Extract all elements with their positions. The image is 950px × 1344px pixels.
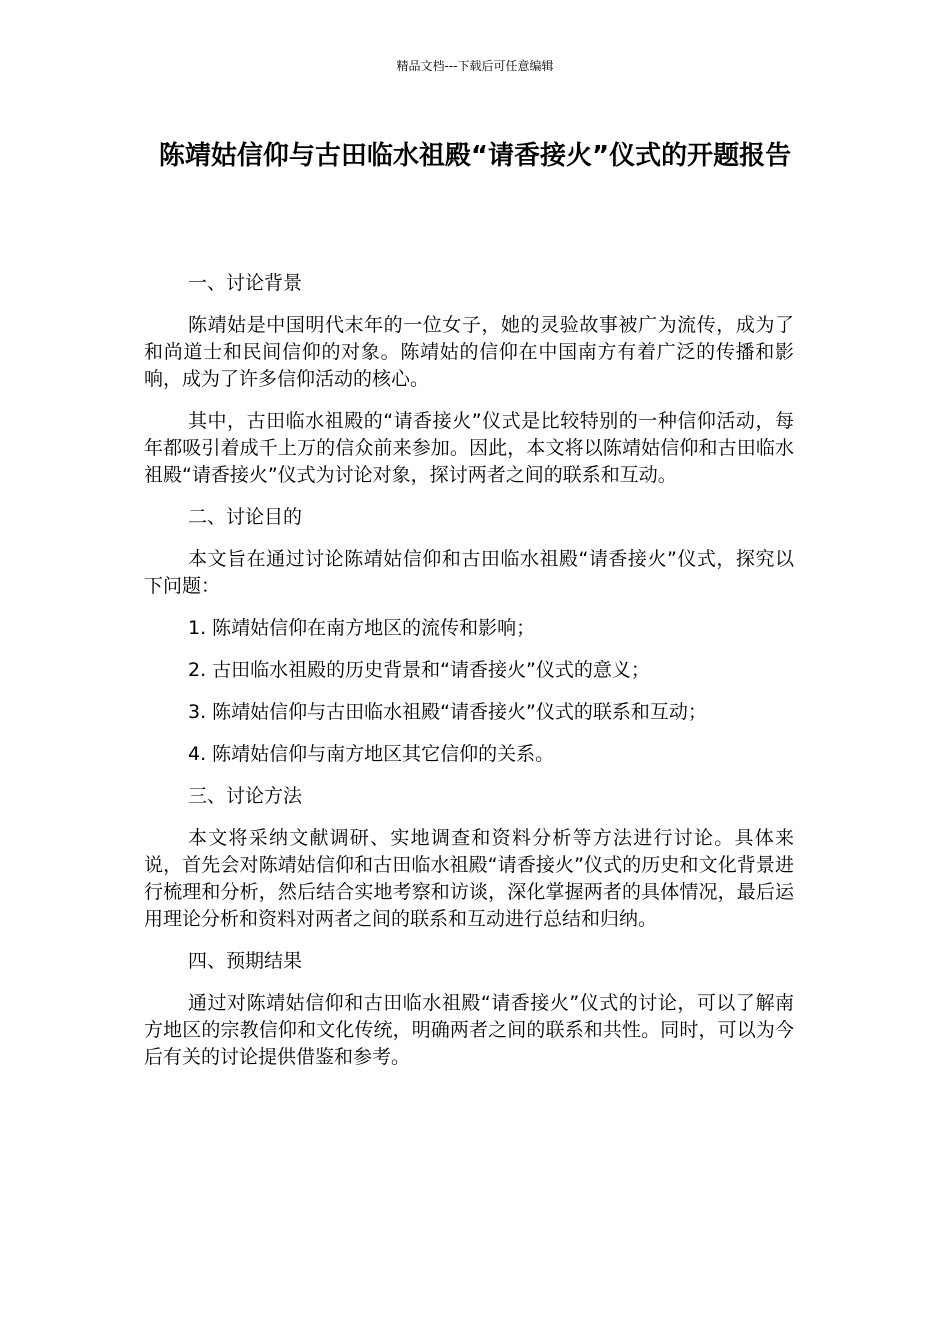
section-heading-background: 一、讨论背景 [188, 272, 303, 294]
section-heading-method: 三、讨论方法 [188, 785, 303, 807]
method-paragraph-1: 本文将采纳文献调研、实地调查和资料分析等方法进行讨论。具体来说，首先会对陈靖姑信仰和古田临水祖殿“请香接火”仪式的历史和文化背景进行梳理和分析，然后结合实地考察和访谈，深化掌握两者的具体情况，最后运用理论分析和资料对两者之间的联系和互动进行总结和归纳。 [144, 827, 794, 930]
background-paragraph-1: 陈靖姑是中国明代末年的一位女子，她的灵验故事被广为流传，成为了和尚道士和民间信仰的对象。陈靖姑的信仰在中国南方有着广泛的传播和影响，成为了许多信仰活动的核心。 [144, 314, 794, 390]
background-paragraph-2: 其中，古田临水祖殿的“请香接火”仪式是比较特别的一种信仰活动，每年都吸引着成千上万的信众前来参加。因此，本文将以陈靖姑信仰和古田临水祖殿“请香接火”仪式为讨论对象，探讨两者之间的联系和互动。 [144, 410, 794, 486]
purpose-paragraph-1: 本文旨在通过讨论陈靖姑信仰和古田临水祖殿“请香接火”仪式，探究以下问题： [144, 548, 794, 597]
purpose-list-item-4: 4. 陈靖姑信仰与南方地区其它信仰的关系。 [188, 743, 555, 765]
document-title: 陈靖姑信仰与古田临水祖殿“请香接火”仪式的开题报告 [158, 141, 792, 171]
document-body [144, 270, 794, 1086]
purpose-list-item-1: 1. 陈靖姑信仰在南方地区的流传和影响； [188, 617, 536, 639]
purpose-list-item-2: 2. 古田临水祖殿的历史背景和“请香接火”仪式的意义； [188, 659, 650, 681]
section-heading-purpose: 二、讨论目的 [188, 506, 303, 528]
purpose-list-item-3: 3. 陈靖姑信仰与古田临水祖殿“请香接火”仪式的联系和互动； [188, 701, 707, 723]
results-paragraph-1: 通过对陈靖姑信仰和古田临水祖殿“请香接火”仪式的讨论，可以了解南方地区的宗教信仰和文化传统，明确两者之间的联系和共性。同时，可以为今后有关的讨论提供借鉴和参考。 [144, 992, 794, 1068]
section-heading-results: 四、预期结果 [188, 950, 303, 972]
header-note: 精品文档---下载后可任意编辑 [396, 59, 554, 73]
